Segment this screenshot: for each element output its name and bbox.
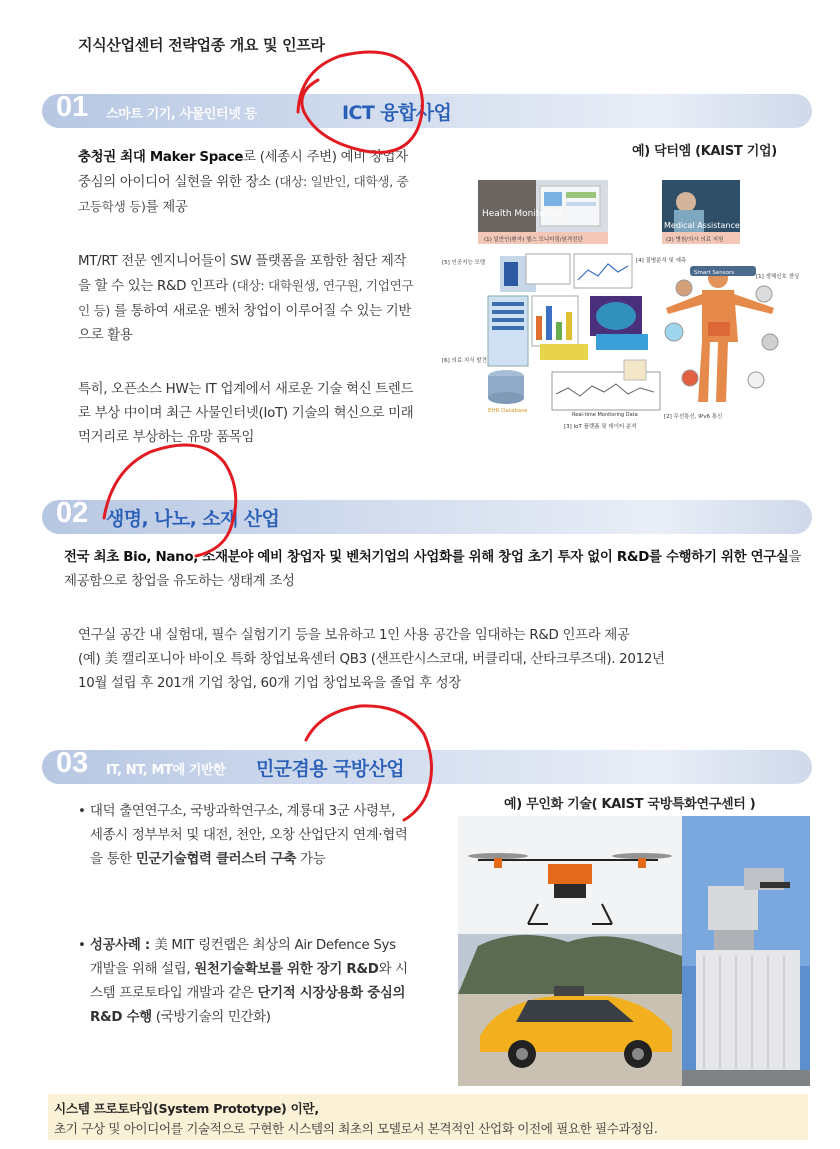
section-title: 생명, 나노, 소재 산업: [106, 508, 280, 530]
svg-text:Real-time Monitoring Data: Real-time Monitoring Data: [572, 412, 638, 418]
emphasis: 민군기술협력 클러스터 구축: [135, 852, 297, 867]
svg-text:(2) 병원/의사 의료 지원: (2) 병원/의사 의료 지원: [666, 237, 724, 243]
svg-text:[1] 생체신호 센싱: [1] 생체신호 센싱: [756, 274, 800, 280]
section-2-paragraph-2: 연구실 공간 내 실험대, 필수 실험기기 등을 보유하고 1인 사용 공간을 임대하는 R&D 인프라 제공 (예) 美 캘리포니아 바이오 특화 창업보육센터 QB3 (샌프란시스코대, 버클리대, 산타크루즈대). 2012년 10월 설립 후 201개 기업 창업, 60개 기업 창업보육을 졸업 후 성장: [78, 628, 665, 691]
svg-text:[4] 질병분석 및 예측: [4] 질병분석 및 예측: [636, 258, 687, 264]
section-number: 02: [56, 497, 89, 529]
section-3-header: [42, 747, 812, 784]
bullet-item: • 대덕 출연연구소, 국방과학연구소, 계룡대 3군 사령부, 세종시 정부부처 및 대전, 천안, 오창 산업단지 연계·협력을 통한 민군기술협력 클러스터 구축 가능: [78, 804, 408, 867]
footer-title: 시스템 프로토타입(System Prototype) 이란,: [54, 1101, 319, 1116]
section-subtitle: IT, NT, MT에 기반한: [106, 763, 226, 778]
section-1-header: [42, 91, 812, 128]
section-2-paragraph-1: 전국 최초 Bio, Nano, 소재분야 예비 창업자 및 벤처기업의 사업화를 위해 창업 초기 투자 없이 R&D를 수행하기 위한 연구실을 제공함으로 창업을 유도하는 생태계 조성: [64, 550, 802, 589]
svg-text:EHR Database: EHR Database: [488, 408, 528, 414]
emphasis: 단기적 시장상용화 중심의 R&D 수행: [90, 986, 406, 1025]
emphasis: 원천기술확보를 위한 장기 R&D: [194, 962, 379, 977]
section-number: 01: [56, 91, 89, 123]
medical-assistance-label: Medical Assistance: [664, 221, 740, 230]
svg-text:(1) 일반인(환자) 헬스 모니터링/원격진단: (1) 일반인(환자) 헬스 모니터링/원격진단: [484, 237, 583, 243]
page-title: 지식산업센터 전략업종 개요 및 인프라: [78, 36, 325, 54]
section-2-header: [42, 497, 812, 534]
emphasis: 충청권 최대 Maker Space: [78, 150, 244, 165]
figure-caption-drm: 예) 닥터엠 (KAIST 기업): [632, 144, 777, 159]
svg-text:[3] IoT 플랫폼 및 데이터 분석: [3] IoT 플랫폼 및 데이터 분석: [564, 424, 637, 430]
section-title: ICT 융합사업: [342, 102, 452, 124]
section-1-paragraph-1: 충청권 최대 Maker Space로 (세종시 주변) 예비 창업자 중심의 아이디어 실현을 위한 장소 (대상: 일반인, 대학생, 중고등학생 등)를 제공: [78, 150, 409, 215]
footer-definition-box: [48, 1094, 808, 1140]
health-monitoring-label: Health Monitoring: [482, 209, 563, 219]
emphasis: 전국 최초 Bio, Nano, 소재분야 예비 창업자 및 벤처기업의 사업화를 위해 창업 초기 투자 없이 R&D를 수행하기 위한 연구실: [64, 550, 789, 565]
footer-text: 초기 구상 및 아이디어를 기술적으로 구현한 시스템의 최초의 모델로서 본격적인 산업화 이전에 필요한 필수과정임.: [54, 1121, 658, 1136]
bullet-item: • 성공사례 : 美 MIT 링컨랩은 최상의 Air Defence Sys개발을 위해 설립, 원천기술확보를 위한 장기 R&D와 시스템 프로토타입 개발과 같은 단기적 시장상용화 중심의 R&D 수행 (국방기술의 민간화): [78, 938, 408, 1025]
svg-text:[2] 무선통신, IPv6 통신: [2] 무선통신, IPv6 통신: [664, 414, 723, 420]
svg-text:[6] 의료 지식 발견: [6] 의료 지식 발견: [442, 358, 487, 364]
section-subtitle: 스마트 기기, 사물인터넷 등: [106, 107, 257, 122]
section-1-paragraph-2: MT/RT 전문 엔지니어들이 SW 플랫폼을 포함한 첨단 제작을 할 수 있는 R&D 인프라 (대상: 대학원생, 연구원, 기업연구인 등) 를 통하여 새로운 벤처 창업이 이루어질 수 있는 기반으로 활용: [78, 254, 414, 343]
section-number: 03: [56, 747, 89, 779]
unmanned-tech-photos: [458, 816, 810, 1086]
section-1-paragraph-3: 특히, 오픈소스 HW는 IT 업계에서 새로운 기술 혁신 트렌드로 부상 中이며 최근 사물인터넷(IoT) 기술의 혁신으로 미래먹거리로 부상하는 유망 품목임: [78, 382, 414, 445]
svg-text:[5] 인공지능 모델: [5] 인공지능 모델: [442, 260, 486, 266]
iot-health-figure: [440, 172, 812, 434]
figure-caption-defense: 예) 무인화 기술( KAIST 국방특화연구센터 ): [504, 797, 756, 812]
svg-text:Smart Sensors: Smart Sensors: [694, 270, 735, 276]
section-title: 민군겸용 국방산업: [256, 758, 405, 780]
